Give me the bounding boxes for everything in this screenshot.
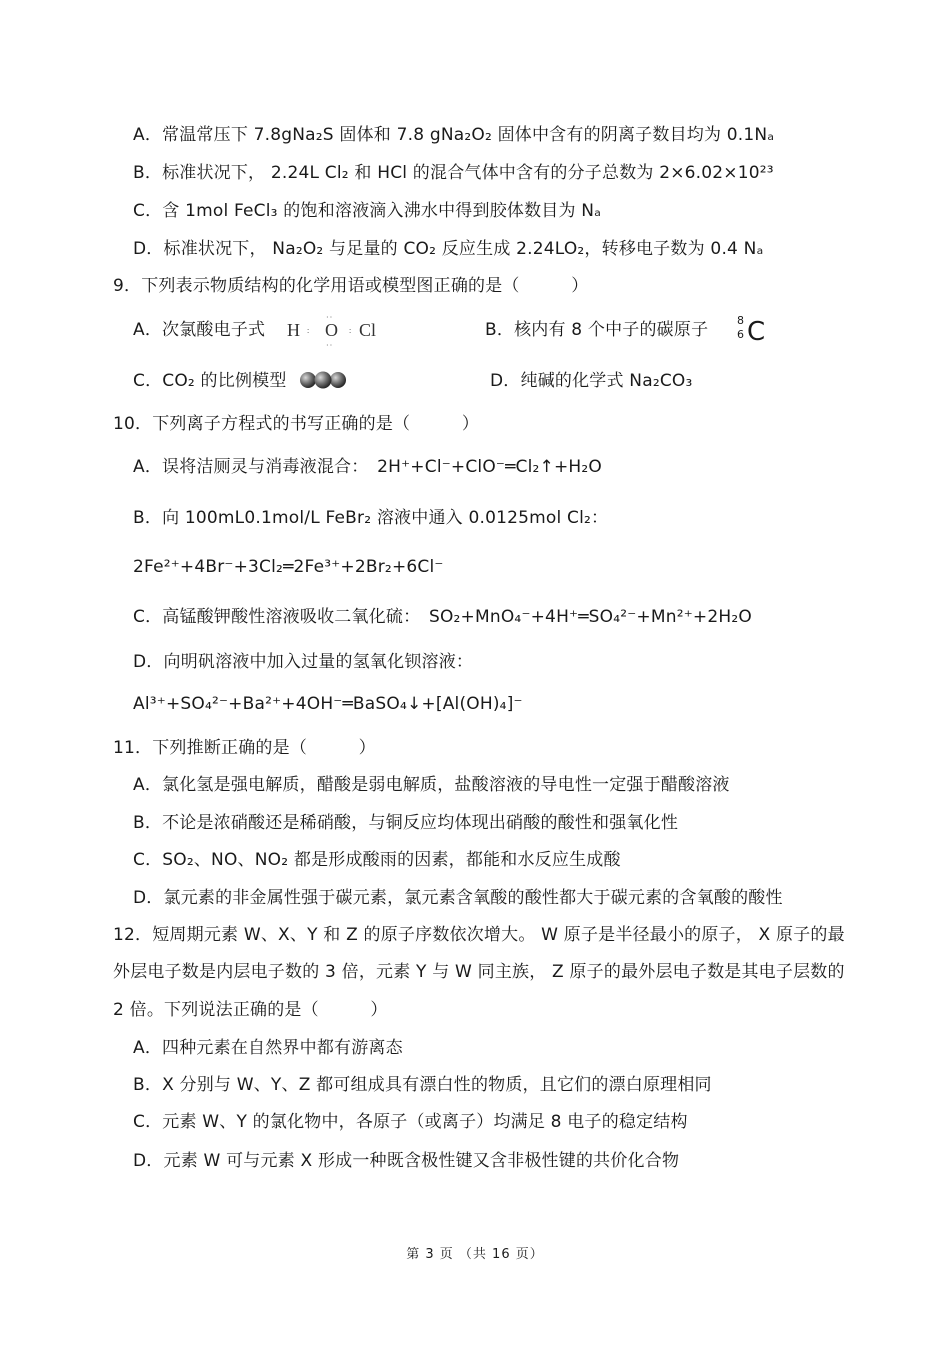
- q8-option-c: C．含 1mol FeCl₃ 的饱和溶液滴入沸水中得到胶体数目为 Nₐ: [133, 201, 602, 221]
- q8-option-b: B．标准状况下， 2.24L Cl₂ 和 HCl 的混合气体中含有的分子总数为 2×6.02×10²³: [133, 163, 774, 183]
- q12-stem-line3: 2 倍。下列说法正确的是（ ）: [113, 1000, 388, 1020]
- q10-stem: 10．下列离子方程式的书写正确的是（ ）: [113, 414, 480, 434]
- q12-option-d: D．元素 W 可与元素 X 形成一种既含极性键又含非极性键的共价化合物: [133, 1151, 680, 1171]
- ed-dots-pair2: :: [349, 326, 353, 335]
- q11-option-b: B．不论是浓硝酸还是稀硝酸，与铜反应均体现出硝酸的酸性和强氧化性: [133, 813, 679, 833]
- q9-stem: 9．下列表示物质结构的化学用语或模型图正确的是（ ）: [113, 276, 589, 296]
- q11-option-d: D．氯元素的非金属性强于碳元素，氯元素含氧酸的酸性都大于碳元素的含氧酸的酸性: [133, 888, 783, 908]
- q9-option-c: C．CO₂ 的比例模型: [133, 371, 287, 391]
- q12-option-c: C．元素 W、Y 的氯化物中，各原子（或离子）均满足 8 电子的稳定结构: [133, 1112, 688, 1132]
- q8-option-a: A．常温常压下 7.8gNa₂S 固体和 7.8 gNa₂O₂ 固体中含有的阴离子数目均为 0.1Nₐ: [133, 125, 775, 145]
- hypochlorous-electron-formula: [285, 313, 380, 350]
- q10-option-d-equation: Al³⁺+SO₄²⁻+Ba²⁺+4OH⁻═BaSO₄↓+[Al(OH)₄]⁻: [133, 694, 523, 714]
- q10-option-d: D．向明矾溶液中加入过量的氢氧化钡溶液：: [133, 652, 474, 672]
- q11-option-c: C．SO₂、NO、NO₂ 都是形成酸雨的因素，都能和水反应生成酸: [133, 850, 621, 870]
- q9-option-a: A．次氯酸电子式: [133, 320, 266, 340]
- q10-option-c: C．高锰酸钾酸性溶液吸收二氧化硫： SO₂+MnO₄⁻+4H⁺═SO₄²⁻+Mn²⁺+2H₂O: [133, 607, 752, 627]
- ed-dots-pair: :: [307, 326, 311, 335]
- q11-option-a: A．氯化氢是强电解质，醋酸是弱电解质，盐酸溶液的导电性一定强于醋酸溶液: [133, 775, 730, 795]
- carbon-atom: [315, 372, 332, 389]
- ed-dots-top: ··: [326, 313, 334, 322]
- q9-option-d: D．纯碱的化学式 Na₂CO₃: [490, 371, 693, 391]
- isotope-mass-number: 8: [737, 314, 744, 327]
- ed-h: H: [287, 320, 300, 340]
- q10-option-b-equation: 2Fe²⁺+4Br⁻+3Cl₂═2Fe³⁺+2Br₂+6Cl⁻: [133, 557, 444, 577]
- oxygen-atom-left: [300, 372, 316, 388]
- carbon-isotope-symbol: [737, 314, 777, 348]
- ed-o: O: [325, 320, 338, 340]
- ed-dots-bottom: ··: [326, 341, 334, 350]
- q12-option-a: A．四种元素在自然界中都有游离态: [133, 1038, 403, 1058]
- q9-option-b: B．核内有 8 个中子的碳原子: [485, 320, 709, 340]
- page-footer: 第 3 页 （共 16 页）: [406, 1247, 544, 1262]
- co2-space-filling-model: [299, 371, 347, 389]
- q12-stem-line2: 外层电子数是内层电子数的 3 倍，元素 Y 与 W 同主族， Z 原子的最外层电子数是其电子层数的: [113, 962, 845, 982]
- q10-option-a: A．误将洁厕灵与消毒液混合： 2H⁺+Cl⁻+ClO⁻═Cl₂↑+H₂O: [133, 457, 603, 477]
- q12-option-b: B．X 分别与 W、Y、Z 都可组成具有漂白性的物质，且它们的漂白原理相同: [133, 1075, 712, 1095]
- q8-option-d: D．标准状况下， Na₂O₂ 与足量的 CO₂ 反应生成 2.24LO₂，转移电子数为 0.4 Nₐ: [133, 239, 764, 259]
- isotope-atomic-number: 6: [737, 328, 744, 341]
- q10-option-b: B．向 100mL0.1mol/L FeBr₂ 溶液中通入 0.0125mol Cl₂：: [133, 508, 609, 528]
- q11-stem: 11．下列推断正确的是（ ）: [113, 738, 376, 758]
- isotope-element: C: [747, 317, 766, 347]
- ed-cl: Cl: [359, 320, 377, 340]
- oxygen-atom-right: [330, 372, 346, 388]
- q12-stem-line1: 12．短周期元素 W、X、Y 和 Z 的原子序数依次增大。 W 原子是半径最小的原子， X 原子的最: [113, 925, 845, 945]
